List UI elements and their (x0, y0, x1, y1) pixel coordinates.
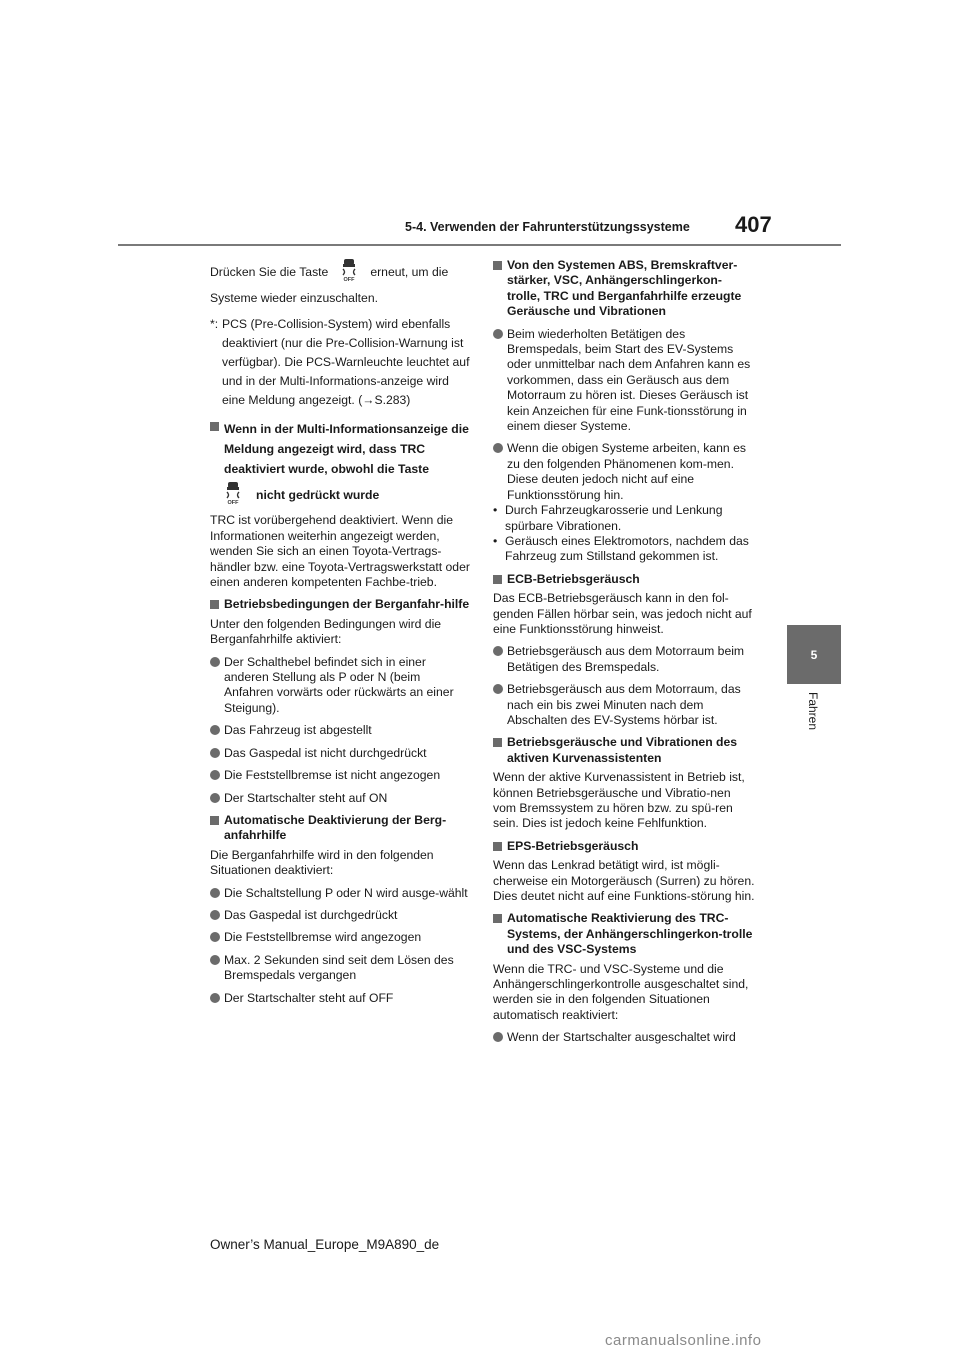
section-heading (210, 597, 470, 612)
paragraph: Wenn der aktive Kurvenassistent in Betrieb ist, können Betriebsgeräusche und Vibratio-nen vom Bremssystem zu hören bzw. zu spü-ren sein. Dies ist jedoch keine Fehlfunktion. (493, 770, 745, 831)
section-heading (210, 813, 470, 844)
heading-text: Wenn in der Multi-Informationsanzeige die Meldung angezeigt wird, dass TRC deaktiviert wurde, obwohl die Taste (224, 422, 469, 476)
list-item-text: Betriebsgeräusch aus dem Motorraum, das nach ein bis zwei Minuten nach dem Abschalten des EV-Systems hörbar ist. (507, 682, 741, 727)
sub-list-item-text: Durch Fahrzeugkarosserie und Lenkung spürbare Vibrationen. (505, 503, 723, 533)
vsc-off-icon (224, 481, 242, 509)
bullet-icon (210, 993, 220, 1003)
heading-text: Betriebsgeräusche und Vibrationen des aktiven Kurvenassistenten (507, 735, 738, 765)
bullet-icon (210, 888, 220, 898)
chapter-number: 5 (810, 647, 818, 662)
bullet-icon (210, 657, 220, 667)
sub-list-item (493, 503, 755, 534)
list-item (210, 746, 470, 761)
list-item (210, 991, 470, 1006)
paragraph: Wenn die TRC- und VSC-Systeme und die Anhängerschlingerkontrolle ausgeschaltet sind, werden sie in den folgenden Situationen automatisch reaktiviert: (493, 961, 749, 1022)
section-heading-continued (210, 481, 470, 509)
bullet-icon (210, 932, 220, 942)
bullet-icon (493, 443, 503, 453)
right-column (493, 258, 755, 1053)
list-item (210, 655, 470, 717)
list-item (493, 327, 755, 435)
footnote-marker: *: (210, 317, 219, 331)
page-number: 407 (735, 212, 772, 237)
bullet-icon (210, 955, 220, 965)
section-heading (493, 911, 755, 957)
list-item-text: Die Schaltstellung P oder N wird ausge-wählt (224, 885, 468, 900)
footnote-text: PCS (Pre-Collision-System) wird ebenfalls deaktiviert (nur die Pre-Collision-Warnung ist verfügbar). Die PCS-Warnleuchte leuchtet auf und in der Multi-Informations-anzeige wird eine Meldung angezeigt. (→S.283) (222, 317, 470, 407)
heading-square-icon (493, 575, 502, 584)
list-item (210, 953, 470, 984)
sub-list-item (493, 534, 755, 565)
list-item (493, 441, 755, 503)
heading-square-icon (210, 422, 219, 431)
list-item-text: Die Feststellbremse wird angezogen (224, 930, 422, 945)
intro-text-2: erneut, um die (370, 265, 449, 280)
list-item-text: Der Startschalter steht auf ON (224, 790, 388, 805)
svg-text:OFF: OFF (343, 277, 355, 282)
bullet-icon (210, 748, 220, 758)
list-item-text: Das Gaspedal ist nicht durchgedrückt (224, 745, 427, 760)
list-item-text: Betriebsgeräusch aus dem Motorraum beim Betätigen des Bremspedals. (507, 644, 745, 674)
list-item (210, 886, 470, 901)
paragraph: Die Berganfahrhilfe wird in den folgenden Situationen deaktiviert: (210, 847, 434, 878)
list-item (210, 908, 470, 923)
list-item (210, 768, 470, 783)
list-item-text: Wenn die obigen Systeme arbeiten, kann es zu den folgenden Phänomenen kom-men. Diese deuten jedoch nicht auf eine Funktionsstörung hin. (507, 441, 746, 502)
intro-text-1: Drücken Sie die Taste (210, 265, 329, 280)
watermark: carmanualsonline.info (605, 1332, 762, 1349)
dash-marker: • (493, 533, 498, 548)
dash-marker: • (493, 503, 498, 518)
header-rule (118, 244, 841, 246)
footnote (210, 315, 470, 410)
bullet-icon (210, 910, 220, 920)
heading-text: Betriebsbedingungen der Berganfahr-hilfe (224, 597, 470, 612)
list-item (493, 682, 755, 728)
heading-text: Von den Systemen ABS, Bremskraftver-stärker, VSC, Anhängerschlingerkon-trolle, TRC und Berganfahrhilfe erzeugte Geräusche und Vibrationen (507, 258, 742, 319)
list-item-text: Die Feststellbremse ist nicht angezogen (224, 768, 441, 783)
list-item-text: Wenn der Startschalter ausgeschaltet wird (507, 1030, 736, 1045)
intro-text-3: Systeme wieder einzuschalten. (210, 291, 379, 305)
heading-square-icon (493, 738, 502, 747)
section-heading (493, 572, 755, 587)
intro-paragraph (210, 258, 470, 308)
list-item-text: Das Fahrzeug ist abgestellt (224, 723, 372, 738)
section-heading (493, 735, 755, 766)
list-item-text: Max. 2 Sekunden sind seit dem Lösen des Bremspedals vergangen (224, 952, 454, 983)
bullet-icon (493, 329, 503, 339)
heading-text: EPS-Betriebsgeräusch (507, 838, 639, 853)
heading-text: Automatische Reaktivierung des TRC-Systems, der Anhängerschlingerkon-trolle und des VSC-Systems (507, 911, 753, 957)
heading-square-icon (493, 914, 502, 923)
heading-square-icon (210, 600, 219, 609)
bullet-icon (493, 684, 503, 694)
chapter-tab (787, 625, 841, 684)
heading-text: Automatische Deaktivierung der Berg-anfahrhilfe (224, 812, 447, 843)
section-heading (493, 839, 755, 854)
section-heading (493, 258, 755, 320)
paragraph: TRC ist vorübergehend deaktiviert. Wenn die Informationen weiterhin angezeigt werden, wenden Sie sich an einen Toyota-Vertrags-händler bzw. eine Toyota-Vertragswerkstatt oder einen anderen kompetenten Fachbe-trieb. (210, 513, 470, 590)
heading-square-icon (210, 816, 219, 825)
heading-square-icon (493, 842, 502, 851)
list-item-text: Der Schalthebel befindet sich in einer anderen Stellung als P oder N (beim Anfahren vorwärts oder rückwärts an einer Steigung). (224, 654, 454, 715)
list-item (493, 1030, 755, 1045)
paragraph: Unter den folgenden Bedingungen wird die Berganfahrhilfe aktiviert: (210, 616, 442, 647)
sub-list-item-text: Geräusch eines Elektromotors, nachdem das Fahrzeug zum Stillstand gekommen ist. (505, 533, 749, 564)
paragraph: Das ECB-Betriebsgeräusch kann in den fol-genden Fällen hörbar sein, was jedoch nicht auf eine Funktionsstörung hinweist. (493, 591, 752, 636)
list-item (210, 791, 470, 806)
paragraph: Wenn das Lenkrad betätigt wird, ist mögli-cherweise ein Motorgeräusch (Surren) zu hören. Dies deutet nicht auf eine Funktions-störung hin. (493, 858, 755, 904)
bullet-icon (493, 646, 503, 656)
list-item (210, 723, 470, 738)
footer-text: Owner’s Manual_Europe_M9A890_de (210, 1237, 440, 1252)
list-item (210, 930, 470, 945)
section-heading (210, 419, 470, 479)
list-item-text: Beim wiederholten Betätigen des Bremspedals, beim Start des EV-Systems oder unmittelbar nach dem Anfahren kann es vorkommen, dass ein Geräusch aus dem Motorraum zu hören ist. Dieses Geräusch ist kein Anzeichen für eine Funk-tionsstörung in einem dieser Systeme. (507, 326, 751, 434)
heading-text: ECB-Betriebsgeräusch (507, 571, 640, 586)
heading-text: nicht gedrückt wurde (256, 487, 380, 502)
chapter-label: Fahren (806, 692, 820, 731)
heading-square-icon (493, 261, 502, 270)
bullet-icon (210, 793, 220, 803)
bullet-icon (493, 1032, 503, 1042)
list-item-text: Der Startschalter steht auf OFF (224, 990, 394, 1005)
bullet-icon (210, 725, 220, 735)
list-item-text: Das Gaspedal ist durchgedrückt (224, 907, 398, 922)
bullet-icon (210, 770, 220, 780)
vsc-off-icon (340, 258, 358, 288)
left-column (210, 258, 470, 1013)
list-item (493, 644, 755, 675)
svg-text:OFF: OFF (227, 500, 239, 505)
header-title: 5-4. Verwenden der Fahrunterstützungssysteme (405, 220, 690, 234)
